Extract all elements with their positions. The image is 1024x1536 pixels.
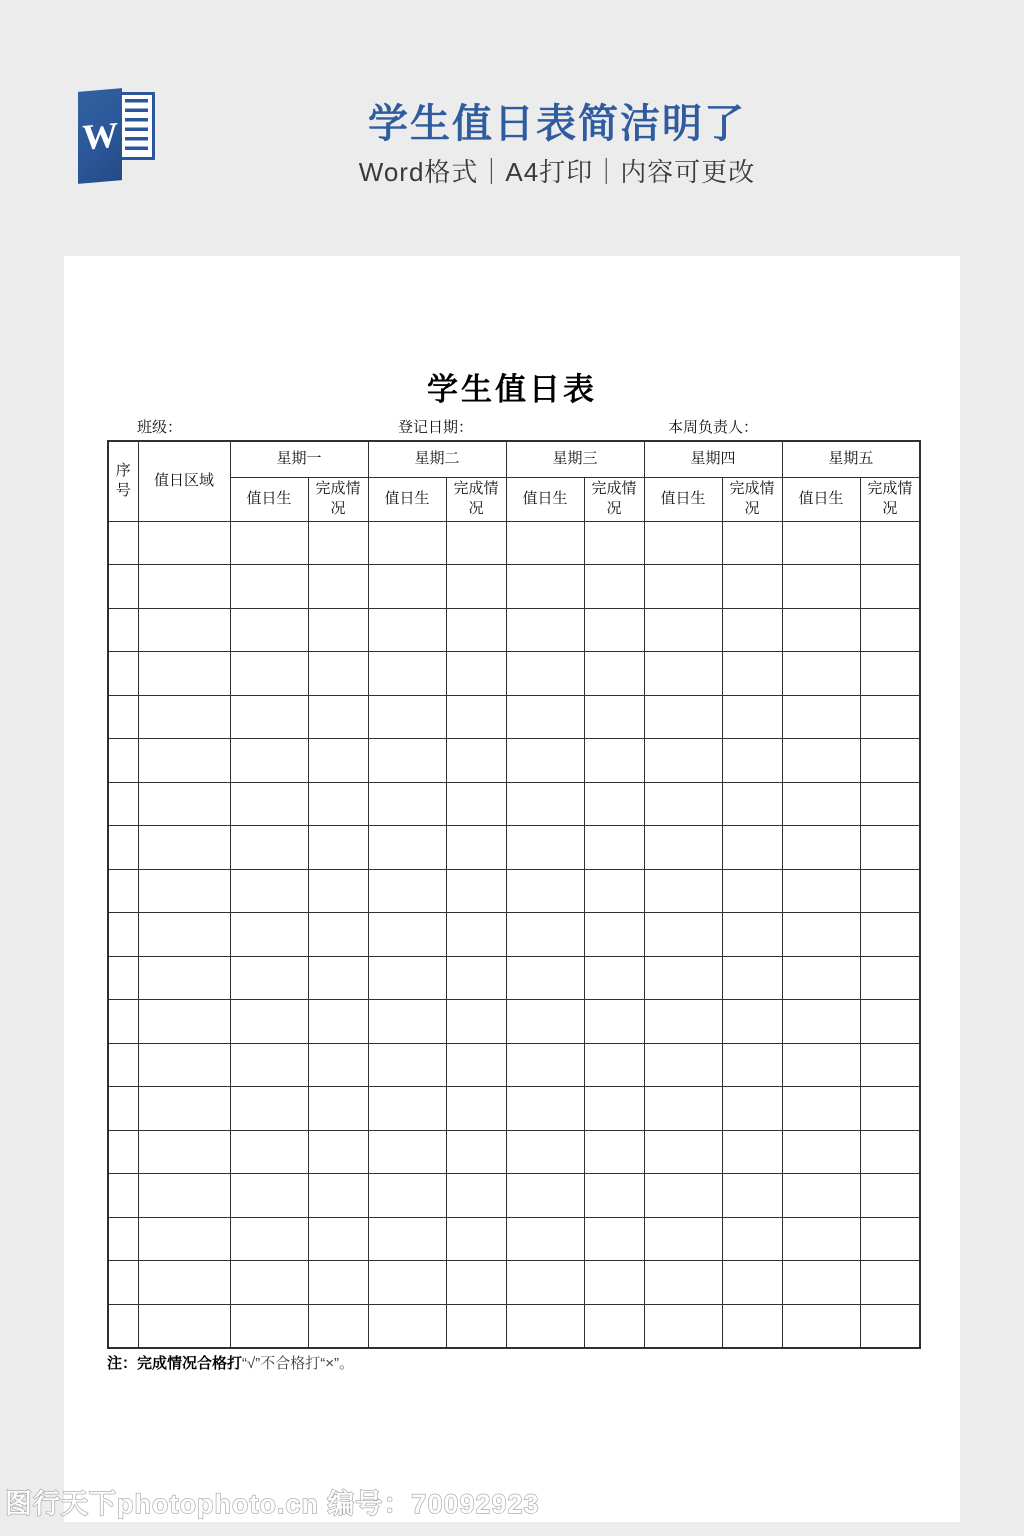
table-cell bbox=[644, 1130, 722, 1174]
table-cell bbox=[506, 652, 584, 696]
table-cell bbox=[230, 695, 308, 739]
table-row bbox=[108, 565, 920, 609]
table-cell bbox=[722, 1043, 782, 1087]
table-cell bbox=[368, 956, 446, 1000]
table-cell bbox=[722, 1130, 782, 1174]
table-cell bbox=[860, 956, 920, 1000]
table-cell bbox=[446, 1217, 506, 1261]
table-cell bbox=[108, 1217, 138, 1261]
table-cell bbox=[138, 782, 230, 826]
table-cell bbox=[108, 826, 138, 870]
table-cell bbox=[782, 1261, 860, 1305]
table-cell bbox=[584, 1000, 644, 1044]
duty-table bbox=[107, 440, 921, 1349]
table-cell bbox=[644, 869, 722, 913]
table-cell bbox=[644, 913, 722, 957]
table-cell bbox=[108, 652, 138, 696]
table-cell bbox=[782, 826, 860, 870]
table-cell bbox=[138, 565, 230, 609]
table-cell bbox=[860, 1261, 920, 1305]
table-cell bbox=[138, 1043, 230, 1087]
header-area: 值日区域 bbox=[138, 441, 230, 521]
template-title: 学生值日表简洁明了 bbox=[368, 102, 746, 146]
word-logo-letter: W bbox=[82, 114, 118, 158]
header-student: 值日生 bbox=[230, 477, 308, 521]
table-cell bbox=[860, 739, 920, 783]
table-cell bbox=[230, 1043, 308, 1087]
table-cell bbox=[722, 739, 782, 783]
table-cell bbox=[368, 652, 446, 696]
table-cell bbox=[308, 739, 368, 783]
table-row bbox=[108, 956, 920, 1000]
table-cell bbox=[644, 1304, 722, 1348]
table-cell bbox=[138, 695, 230, 739]
table-cell bbox=[506, 913, 584, 957]
table-cell bbox=[584, 565, 644, 609]
table-cell bbox=[368, 1130, 446, 1174]
header-status: 完成情况 bbox=[860, 477, 920, 521]
footnote bbox=[107, 1352, 354, 1373]
table-cell bbox=[782, 956, 860, 1000]
table-cell bbox=[506, 1000, 584, 1044]
table-cell bbox=[782, 913, 860, 957]
table-cell bbox=[108, 1130, 138, 1174]
table-cell bbox=[584, 608, 644, 652]
table-cell bbox=[446, 1261, 506, 1305]
table-row bbox=[108, 695, 920, 739]
table-cell bbox=[782, 652, 860, 696]
table-cell bbox=[506, 956, 584, 1000]
table-row bbox=[108, 1261, 920, 1305]
table-cell bbox=[368, 1000, 446, 1044]
header-status: 完成情况 bbox=[446, 477, 506, 521]
table-cell bbox=[782, 608, 860, 652]
table-cell bbox=[308, 826, 368, 870]
table-cell bbox=[644, 1043, 722, 1087]
table-cell bbox=[308, 1261, 368, 1305]
table-cell bbox=[108, 1261, 138, 1305]
table-cell bbox=[138, 1130, 230, 1174]
table-cell bbox=[644, 1087, 722, 1131]
table-cell bbox=[230, 913, 308, 957]
table-row bbox=[108, 521, 920, 565]
table-cell bbox=[138, 1000, 230, 1044]
table-cell bbox=[584, 956, 644, 1000]
table-cell bbox=[368, 1087, 446, 1131]
table-cell bbox=[644, 782, 722, 826]
table-cell bbox=[108, 1087, 138, 1131]
table-cell bbox=[782, 739, 860, 783]
table-cell bbox=[506, 1217, 584, 1261]
table-cell bbox=[368, 913, 446, 957]
table-cell bbox=[506, 1130, 584, 1174]
table-cell bbox=[860, 1043, 920, 1087]
table-cell bbox=[506, 739, 584, 783]
table-cell bbox=[108, 1174, 138, 1218]
table-cell bbox=[446, 826, 506, 870]
header-status: 完成情况 bbox=[722, 477, 782, 521]
table-cell bbox=[308, 1087, 368, 1131]
table-cell bbox=[644, 652, 722, 696]
table-cell bbox=[308, 782, 368, 826]
table-row bbox=[108, 913, 920, 957]
table-cell bbox=[108, 521, 138, 565]
table-cell bbox=[368, 695, 446, 739]
table-cell bbox=[584, 826, 644, 870]
table-cell bbox=[722, 1304, 782, 1348]
table-cell bbox=[860, 1087, 920, 1131]
table-header-sub-row bbox=[108, 477, 920, 521]
header-student: 值日生 bbox=[782, 477, 860, 521]
table-cell bbox=[506, 826, 584, 870]
table-cell bbox=[446, 739, 506, 783]
header-student: 值日生 bbox=[506, 477, 584, 521]
footnote-regular: “√”不合格打“×”。 bbox=[242, 1355, 354, 1372]
table-cell bbox=[108, 608, 138, 652]
table-cell bbox=[108, 782, 138, 826]
table-cell bbox=[230, 1130, 308, 1174]
table-cell bbox=[782, 695, 860, 739]
table-cell bbox=[860, 869, 920, 913]
table-header-day-row bbox=[108, 441, 920, 477]
header-student: 值日生 bbox=[644, 477, 722, 521]
table-cell bbox=[230, 1217, 308, 1261]
table-cell bbox=[108, 695, 138, 739]
table-cell bbox=[308, 521, 368, 565]
table-cell bbox=[368, 739, 446, 783]
table-cell bbox=[308, 608, 368, 652]
table-cell bbox=[138, 1261, 230, 1305]
table-cell bbox=[368, 782, 446, 826]
site-header bbox=[0, 0, 1024, 230]
table-cell bbox=[368, 869, 446, 913]
table-cell bbox=[644, 956, 722, 1000]
table-cell bbox=[230, 608, 308, 652]
table-cell bbox=[722, 956, 782, 1000]
table-cell bbox=[722, 869, 782, 913]
table-cell bbox=[368, 826, 446, 870]
table-cell bbox=[722, 1174, 782, 1218]
table-cell bbox=[644, 521, 722, 565]
table-row bbox=[108, 739, 920, 783]
table-cell bbox=[446, 1087, 506, 1131]
table-cell bbox=[230, 1304, 308, 1348]
table-cell bbox=[584, 521, 644, 565]
table-cell bbox=[722, 652, 782, 696]
table-cell bbox=[446, 521, 506, 565]
table-cell bbox=[722, 565, 782, 609]
table-cell bbox=[138, 608, 230, 652]
table-cell bbox=[230, 652, 308, 696]
table-cell bbox=[506, 782, 584, 826]
table-cell bbox=[644, 1000, 722, 1044]
table-cell bbox=[308, 1130, 368, 1174]
table-cell bbox=[644, 1174, 722, 1218]
table-cell bbox=[230, 1087, 308, 1131]
table-cell bbox=[308, 1043, 368, 1087]
table-cell bbox=[860, 652, 920, 696]
table-cell bbox=[138, 1174, 230, 1218]
table-cell bbox=[308, 956, 368, 1000]
table-cell bbox=[860, 826, 920, 870]
table-cell bbox=[230, 1261, 308, 1305]
table-cell bbox=[446, 956, 506, 1000]
table-cell bbox=[446, 652, 506, 696]
table-cell bbox=[584, 782, 644, 826]
table-cell bbox=[138, 956, 230, 1000]
table-cell bbox=[108, 1304, 138, 1348]
table-cell bbox=[644, 695, 722, 739]
table-row bbox=[108, 652, 920, 696]
header-thursday: 星期四 bbox=[644, 441, 782, 477]
table-cell bbox=[782, 1087, 860, 1131]
table-cell bbox=[584, 695, 644, 739]
header-monday: 星期一 bbox=[230, 441, 368, 477]
table-cell bbox=[446, 1130, 506, 1174]
header-status: 完成情况 bbox=[308, 477, 368, 521]
table-cell bbox=[506, 869, 584, 913]
table-cell bbox=[782, 1304, 860, 1348]
table-cell bbox=[584, 1087, 644, 1131]
table-cell bbox=[722, 608, 782, 652]
table-cell bbox=[860, 1304, 920, 1348]
table-cell bbox=[860, 608, 920, 652]
table-cell bbox=[308, 869, 368, 913]
table-cell bbox=[446, 1174, 506, 1218]
table-cell bbox=[860, 1000, 920, 1044]
table-cell bbox=[230, 956, 308, 1000]
table-cell bbox=[368, 1043, 446, 1087]
table-cell bbox=[722, 521, 782, 565]
table-cell bbox=[230, 1174, 308, 1218]
table-cell bbox=[230, 521, 308, 565]
table-cell bbox=[230, 1000, 308, 1044]
table-cell bbox=[108, 1000, 138, 1044]
table-cell bbox=[860, 695, 920, 739]
table-cell bbox=[308, 1217, 368, 1261]
table-cell bbox=[782, 1174, 860, 1218]
table-cell bbox=[860, 1217, 920, 1261]
table-cell bbox=[108, 913, 138, 957]
table-cell bbox=[584, 1130, 644, 1174]
table-cell bbox=[368, 1261, 446, 1305]
table-cell bbox=[860, 1130, 920, 1174]
table-cell bbox=[138, 1087, 230, 1131]
table-cell bbox=[138, 521, 230, 565]
table-row bbox=[108, 826, 920, 870]
table-cell bbox=[138, 652, 230, 696]
table-cell bbox=[138, 1217, 230, 1261]
table-cell bbox=[108, 565, 138, 609]
table-cell bbox=[506, 1087, 584, 1131]
table-cell bbox=[446, 1000, 506, 1044]
table-cell bbox=[782, 521, 860, 565]
table-cell bbox=[584, 869, 644, 913]
table-row bbox=[108, 1043, 920, 1087]
header-wednesday: 星期三 bbox=[506, 441, 644, 477]
table-cell bbox=[860, 521, 920, 565]
table-cell bbox=[446, 1043, 506, 1087]
table-cell bbox=[782, 565, 860, 609]
table-cell bbox=[644, 1217, 722, 1261]
table-cell bbox=[722, 913, 782, 957]
table-cell bbox=[368, 521, 446, 565]
table-cell bbox=[308, 695, 368, 739]
header-status: 完成情况 bbox=[584, 477, 644, 521]
table-cell bbox=[584, 652, 644, 696]
table-cell bbox=[584, 913, 644, 957]
table-cell bbox=[782, 782, 860, 826]
date-field-label: 登记日期： bbox=[398, 419, 474, 436]
table-row bbox=[108, 1130, 920, 1174]
header-tuesday: 星期二 bbox=[368, 441, 506, 477]
table-cell bbox=[644, 608, 722, 652]
table-cell bbox=[446, 565, 506, 609]
table-cell bbox=[782, 1043, 860, 1087]
table-cell bbox=[230, 739, 308, 783]
table-cell bbox=[782, 1217, 860, 1261]
table-cell bbox=[230, 565, 308, 609]
table-cell bbox=[506, 1174, 584, 1218]
table-row bbox=[108, 1000, 920, 1044]
table-cell bbox=[308, 565, 368, 609]
table-cell bbox=[138, 826, 230, 870]
table-cell bbox=[446, 782, 506, 826]
table-cell bbox=[722, 1217, 782, 1261]
table-cell bbox=[584, 1174, 644, 1218]
table-row bbox=[108, 1304, 920, 1348]
table-cell bbox=[138, 1304, 230, 1348]
table-cell bbox=[722, 1261, 782, 1305]
table-cell bbox=[308, 1174, 368, 1218]
table-cell bbox=[138, 739, 230, 783]
header-friday: 星期五 bbox=[782, 441, 920, 477]
table-cell bbox=[584, 739, 644, 783]
table-cell bbox=[782, 1130, 860, 1174]
table-cell bbox=[230, 826, 308, 870]
class-field-label: 班级： bbox=[137, 419, 183, 436]
table-cell bbox=[446, 1304, 506, 1348]
table-cell bbox=[308, 1304, 368, 1348]
table-cell bbox=[308, 913, 368, 957]
duty-table-body bbox=[108, 521, 920, 1348]
table-cell bbox=[860, 1174, 920, 1218]
table-cell bbox=[230, 869, 308, 913]
table-cell bbox=[446, 869, 506, 913]
table-cell bbox=[446, 608, 506, 652]
table-cell bbox=[860, 565, 920, 609]
table-cell bbox=[722, 1087, 782, 1131]
table-cell bbox=[644, 1261, 722, 1305]
table-cell bbox=[782, 869, 860, 913]
table-cell bbox=[108, 956, 138, 1000]
table-cell bbox=[584, 1217, 644, 1261]
site-watermark: 图行天下photophoto.cn 编号：70092923 bbox=[5, 1489, 540, 1519]
table-cell bbox=[644, 739, 722, 783]
header-student: 值日生 bbox=[368, 477, 446, 521]
table-row bbox=[108, 782, 920, 826]
table-cell bbox=[108, 869, 138, 913]
table-cell bbox=[506, 565, 584, 609]
table-cell bbox=[368, 1304, 446, 1348]
table-cell bbox=[860, 782, 920, 826]
table-cell bbox=[368, 608, 446, 652]
table-cell bbox=[108, 1043, 138, 1087]
table-cell bbox=[368, 565, 446, 609]
table-cell bbox=[584, 1043, 644, 1087]
table-row bbox=[108, 1174, 920, 1218]
table-cell bbox=[584, 1304, 644, 1348]
table-cell bbox=[722, 1000, 782, 1044]
table-cell bbox=[860, 913, 920, 957]
table-cell bbox=[722, 826, 782, 870]
table-cell bbox=[644, 826, 722, 870]
table-cell bbox=[230, 782, 308, 826]
template-subtitle: Word格式｜A4打印｜内容可更改 bbox=[358, 157, 756, 187]
table-cell bbox=[506, 695, 584, 739]
table-cell bbox=[722, 695, 782, 739]
table-row bbox=[108, 608, 920, 652]
footnote-bold: 注：完成情况合格打 bbox=[107, 1355, 243, 1372]
table-cell bbox=[138, 869, 230, 913]
table-cell bbox=[446, 695, 506, 739]
table-cell bbox=[368, 1217, 446, 1261]
table-cell bbox=[722, 782, 782, 826]
table-cell bbox=[782, 1000, 860, 1044]
table-cell bbox=[506, 1043, 584, 1087]
table-cell bbox=[506, 1261, 584, 1305]
table-cell bbox=[446, 913, 506, 957]
table-row bbox=[108, 869, 920, 913]
table-cell bbox=[368, 1174, 446, 1218]
manager-field-label: 本周负责人： bbox=[668, 419, 759, 436]
table-row bbox=[108, 1087, 920, 1131]
table-cell bbox=[644, 565, 722, 609]
doc-title: 学生值日表 bbox=[427, 372, 597, 407]
table-cell bbox=[308, 1000, 368, 1044]
table-cell bbox=[506, 608, 584, 652]
table-row bbox=[108, 1217, 920, 1261]
table-cell bbox=[308, 652, 368, 696]
table-cell bbox=[506, 521, 584, 565]
table-cell bbox=[584, 1261, 644, 1305]
document-page bbox=[64, 256, 960, 1522]
table-cell bbox=[108, 739, 138, 783]
table-cell bbox=[138, 913, 230, 957]
table-cell bbox=[506, 1304, 584, 1348]
header-index: 序号 bbox=[108, 441, 138, 521]
